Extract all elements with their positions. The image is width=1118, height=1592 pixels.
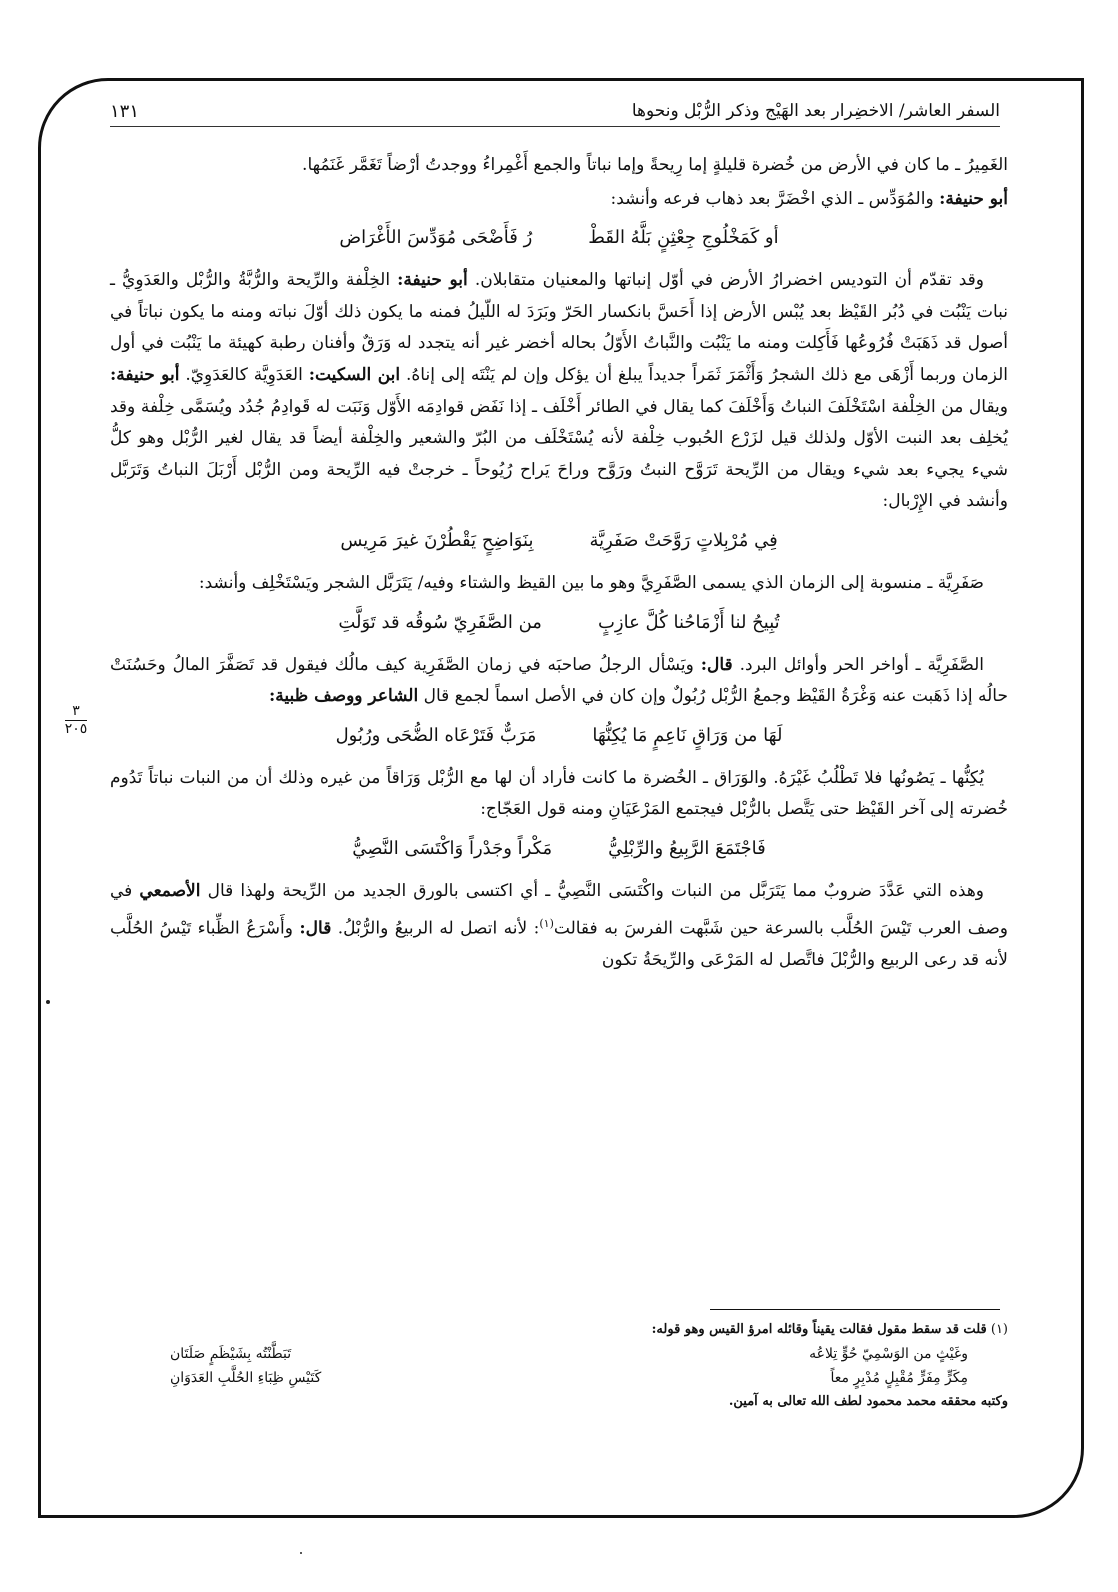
text-run: وهذه التي عَدَّدَ ضروبٌ مما يَتَرَبَّل من النبات واكْتَسَى النَّصِيُّ ـ أي اكتسى بالورق الجديد من الرِّيحة ولهذا قال — [207, 880, 985, 901]
text-run: والمُوَدِّس ـ الذي اخْضَرَّ بعد ذهاب فرعه وأنشد: — [610, 188, 934, 209]
scan-speck — [300, 1552, 302, 1554]
paragraph — [110, 876, 1008, 976]
text-run: الخِلْفة والرِّيحة والرُّبَّةُ والرُّبْل والعَدَوِيُّ ـ نبات يَنْبُت في دُبُر القَيْظ بعد يُبْس الأرض إذا أَحَسَّ بانكسار الحَرّ وبَرَدَ له اللّيلُ فمنه ما يكون ذلك أوّلَ نباته ومنه ما يكون نباتاً في أصول قد ذَهَبَتْ فُرُوعُها فَأَكِلت ومنه ما يَنْبُت والنَّباتُ الأَوّلُ بحاله أخضر غير أنه يتجدد له وَرَقٌ وأفنان رطبة كهيئة ما يَنْبُت في أول الزمان وربما أَزْهَى مع ذلك الشجرُ وَأَثْمَرَ ثَمَراً جديداً يبلغ أن يؤكل وإن لم يَنْتَه إلى إناهُ. — [110, 270, 1008, 385]
page-number: ١٣١ — [110, 100, 140, 122]
paragraph — [110, 150, 1008, 182]
verse-hemistich-first: وغَيْثٍ من الوَسْمِيّ حُوٍّ تِلاعُه — [809, 1346, 968, 1362]
verse-hemistich-first: فِي مُرْبِلاتٍ رَوَّحَتْ صَفَرِيَّة — [589, 529, 778, 551]
speaker-name: أبو حنيفة: — [397, 270, 468, 291]
verse-hemistich-second: من الصَّفَرِيّ سُوقُه قد تَوَلَّتِ — [338, 611, 542, 633]
speaker-name: ابن السكيت: — [308, 364, 401, 385]
verse-hemistich-first: أو كَمَخْلُوجِ جِعْثِنٍ بَلَّهُ القَطْ — [588, 227, 779, 249]
text-run: صَفَرِيَّة ـ منسوبة إلى الزمان الذي يسمى الصَّفَرِيَّ وهو ما بين القيظ والشتاء وفيه/ يَتَرَبَّل الشجر ويَسْتَخْلِف وأنشد: — [198, 572, 984, 593]
text-run: العَدَوِيَّة كالعَدَوِيّ. — [185, 364, 303, 385]
verse-hemistich-first: مِكَرٍّ مِفَرٍّ مُقْبِلٍ مُدْبِرٍ معاً — [830, 1370, 968, 1386]
running-header — [110, 96, 1000, 127]
verse-line — [110, 719, 1008, 753]
text-run: الغَمِيرُ ـ ما كان في الأرض من خُضرة قليلةٍ إما رِيحةً وإما نباتاً والجمع أَغْمِراءُ ووجدتُ أرْضاً تَغَمَّر غَنَمُها. — [302, 155, 1008, 175]
scan-speck — [46, 1000, 50, 1004]
speaker-name: الشاعر ووصف ظبية: — [268, 686, 419, 707]
footnote-divider — [710, 1309, 1000, 1310]
margin-ref-top: ٣ — [72, 703, 80, 719]
verse-line — [110, 221, 1008, 255]
text-run: : لأنه اتصل له الربيعُ والرُّبْلُ. — [337, 918, 540, 939]
paragraph — [110, 763, 1008, 826]
margin-page-reference — [56, 704, 96, 737]
text-run: يُكِنُّها ـ يَصُونُها فلا تَطْلُبُ غَيْرَهُ. والوَرَاق ـ الخُضرة ما كانت فأراد أن لها مع الرُّبْل وَرَاقاً من غيره وذلك أن من النبات نباتاً تَدُوم خُضرته إلى آخر القَيْظ حتى يَتَّصل بالرُّبْل فيجتمع المَرْعَيَانِ ومنه قول العَجّاج: — [110, 767, 1008, 820]
main-text — [110, 150, 1008, 978]
verse-hemistich-first: تُبِيحُ لنا أَزْمَاحُنا كُلَّ عازِبٍ — [597, 611, 780, 633]
paragraph — [110, 568, 1008, 600]
text-run: الصَّفَرِيَّة ـ أواخر الحر وأوائل البرد. — [739, 654, 984, 675]
verse-line — [110, 524, 1008, 558]
speaker-name: قال: — [700, 654, 733, 675]
footnote-verse-line — [110, 1366, 1008, 1390]
text-run: وقد تقدّم أن التوديس اخضرارُ الأرض في أوّل إنباتها والمعنيان متقابلان. — [474, 270, 985, 291]
verse-line — [110, 606, 1008, 640]
verse-hemistich-second: كَتَيْسِ ظِبَاءِ الحُلَّبِ العَدَوَانِ — [170, 1370, 322, 1386]
chapter-title: السفر العاشر/ الاخضِرار بعد الهَيْج وذكر الرُّبْل ونحوها — [631, 101, 1000, 121]
footnote-intro-line — [110, 1318, 1008, 1342]
footnote-intro: قلت قد سقط مقول فقالت يقيناً وقائله امرؤ القيس وهو قوله: — [651, 1322, 987, 1337]
verse-hemistich-second: رُ فَأَضْحَى مُوَدِّسَ الأَغْرَاض — [339, 227, 533, 249]
speaker-name: أبو حنيفة: — [110, 364, 180, 385]
footnote-reference[interactable]: (١) — [539, 916, 554, 930]
speaker-name: الأصمعي — [139, 880, 201, 901]
text-run: ويَسْأل الرجلُ صاحبَه في زمان الصَّفَرِية كيف مالُك فيقول قد تَصَفَّرَ المالُ وحَسُنَتْ حالُه إذا ذَهَبت عنه وَغْرَةُ القَيْظ وجمعُ الرُّبْل رُبُولٌ وإن كان في الأصل اسماً لجمع قال — [110, 654, 1008, 707]
margin-ref-bottom: ٢٠٥ — [64, 721, 88, 737]
verse-line — [110, 832, 1008, 866]
footnote-signature: وكتبه محققه محمد محمود لطف الله تعالى به آمين. — [728, 1394, 1008, 1409]
paragraph — [110, 650, 1008, 713]
speaker-name: أبو حنيفة: — [939, 188, 1008, 209]
footnote-verse-line — [110, 1342, 1008, 1366]
verse-hemistich-second: مَرَبٌّ فَتَرْعَاه الضُّحَى ورُبُول — [335, 724, 537, 746]
speaker-name: قال: — [299, 918, 332, 939]
text-run: وأَسْرَعُ الظِّباء تَيْسُ الحُلَّب لأنه قد رعى الربيع والرُّبْلَ فاتَّصل له المَرْعَى والرِّيحَةُ تكون — [110, 918, 1008, 970]
verse-hemistich-second: بِنَوَاضِحٍ يَقْطُرْنَ غيرَ مَرِيس — [340, 529, 534, 551]
text-run: في وصف العرب تَيْسَ الحُلَّب بالسرعة حين شَبَّهت الفرسَ به فقالت — [110, 880, 1009, 939]
verse-hemistich-first: فَاجْتَمَعَ الرَّبِيعُ والرِّبْلِيُّ — [608, 837, 766, 859]
verse-hemistich-second: مَكْراً وجَدْراً وَاكْتَسَى النَّصِيُّ — [352, 837, 553, 859]
verse-hemistich-second: تَبَطَّنْتُه بِشَيْظَمٍ صَلَتَان — [170, 1346, 292, 1362]
footnotes — [110, 1318, 1008, 1414]
paragraph — [110, 184, 1008, 216]
paragraph — [110, 265, 1008, 518]
verse-hemistich-first: لَهَا من وَرَاقٍ نَاعِمٍ مَا يُكِنُّهَا — [592, 724, 783, 746]
text-run: ويقال من الخِلْفة اسْتَخْلَفَ النباتُ وَأَخْلَفَ كما يقال في الطائر أَخْلَف ـ إذا نَفَض قوادِمَه الأَوّل وَنَبَت له قَوادِمُ جُدُد ويُسَمَّى خِلْفة وقد يُخلِف بعد النبت الأوّل ولذلك قيل لزَرْع الحُبوب خِلْفة لأنه يُسْتَخْلَف من البُرّ والشعير والخِلْفة أيضاً قد يقال لغير الرُّبْل وهو كلُّ شيء يجيء بعد شيء ويقال من الرِّيحة تَرَوَّح النبتُ ورَوَّح وراحَ يَراح رُيُوحاً ـ خرجتْ فيه الرِّيحة ومن الرُّبْل أَرْبَلَ النباتُ وَتَرَبَّل وأنشد في الإِرْبال: — [110, 396, 1008, 512]
footnote-number: (١) — [990, 1322, 1008, 1337]
